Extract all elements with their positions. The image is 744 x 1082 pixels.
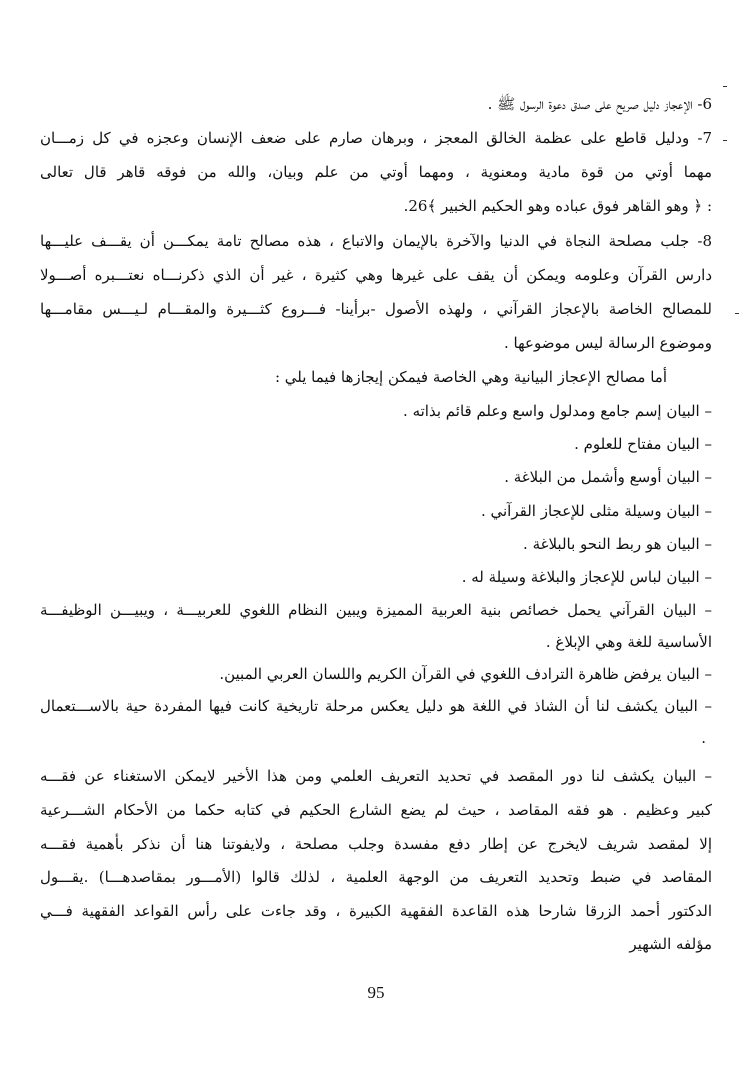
bullet-item: – البيان إسم جامع ومدلول واسع وعلم قائم بذاته .: [403, 402, 712, 420]
margin-mark: [735, 313, 739, 314]
text-line: إلا لمقصد شريف لايخرج عن إطار دفع مفسدة وجلب مصلحة ، ولايفوتنا هنا أن نذكر بأهمية فقـــه: [40, 835, 712, 853]
text-line: كبير وعظيم . هو فقه المقاصد ، حيث لم يضع الشارع الحكيم في كتابه حكما من الأحكام الشـــرعية: [40, 801, 712, 819]
bullet-item: – البيان لباس للإعجاز والبلاغة وسيلة له .: [461, 568, 712, 586]
margin-mark: [723, 86, 727, 87]
text-line-period: .: [701, 729, 706, 747]
text-line: الدكتور أحمد الزرقا شارحا هذه القاعدة الفقهية الكبيرة ، وقد جاءت على رأس القواعد الفقهية فـــي: [40, 902, 712, 920]
page-number: 95: [367, 983, 385, 1002]
bullet-item: – البيان يكشف لنا دور المقصد في تحديد التعريف العلمي ومن هذا الأخير لايمكن الاستغناء عن فقـــه: [40, 767, 712, 785]
bullet-item: – البيان وسيلة مثلى للإعجاز القرآني .: [480, 502, 712, 520]
bullet-item: – البيان القرآني يحمل خصائص بنية العربية المميزة ويبين النظام اللغوي للعربيـــة ، ويبيـــن الوظيفـــة: [40, 601, 712, 619]
bullet-item: – البيان يرفض ظاهرة الترادف اللغوي في القرآن الكريم واللسان العربي المبين.: [219, 665, 712, 683]
margin-mark: [723, 140, 727, 141]
text-line-item-8: 8- جلب مصلحة النجاة في الدنيا والآخرة بالإيمان والاتباع ، هذه مصالح تامة يمكـــن أن يقـــف عليـــها: [40, 232, 712, 250]
text-line: المقاصد في ضبط وتحديد التعريف من الوجهة العلمية ، لذلك قالوا (الأمـــور بمقاصدهـــا) .يقـــول: [40, 868, 712, 886]
text-line: الأساسية للغة وهي الإبلاغ .: [545, 633, 712, 651]
text-line: مؤلفه الشهير: [629, 935, 712, 953]
quran-verse-line: : ﴿ وهو القاهر فوق عباده وهو الحكيم الخبير ﴾26.: [403, 197, 712, 215]
bullet-item: – البيان مفتاح للعلوم .: [574, 435, 712, 453]
text-line: وموضوع الرسالة ليس موضوعها .: [504, 334, 712, 352]
text-line-item-7: 7- ودليل قاطع على عظمة الخالق المعجز ، وبرهان صارم على ضعف الإنسان وعجزه في كل زمـــان: [40, 129, 712, 147]
text-line: للمصالح الخاصة بالإعجاز القرآني ، ولهذه الأصول -برأينا- فـــروع كثـــيرة والمقـــام لـيـــس مقامـــها: [40, 300, 712, 318]
bullet-item: – البيان أوسع وأشمل من البلاغة .: [504, 468, 712, 486]
document-page: [40, 0, 712, 1082]
text-line-item-6: 6- الإعجاز دليل صريح على صدق دعوة الرسول ﷺ .: [487, 95, 712, 113]
bullet-item: – البيان يكشف لنا أن الشاذ في اللغة هو دليل يعكس مرحلة تاريخية كانت فيها المفردة حية بالاســـتعمال: [40, 697, 712, 715]
text-line: مهما أوتي من قوة مادية ومعنوية ، ومهما أوتي من علم وبيان، والله من فوقه قاهر قال تعالى: [40, 163, 712, 181]
section-intro-line: أما مصالح الإعجاز البيانية وهي الخاصة فيمكن إيجازها فيما يلي :: [274, 368, 667, 386]
bullet-item: – البيان هو ربط النحو بالبلاغة .: [523, 535, 712, 553]
text-line: دارس القرآن وعلومه ويمكن أن يقف على غيرها وهي كثيرة ، غير أن الذي ذكرنـــاه نعتـــبره أصـــولا: [40, 266, 712, 284]
